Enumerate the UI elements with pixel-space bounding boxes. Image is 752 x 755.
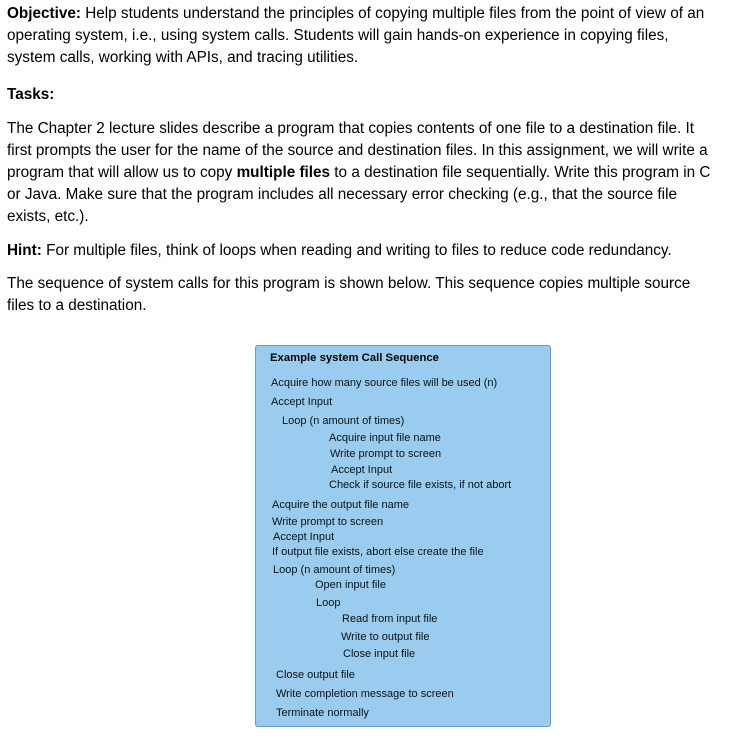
sequence-step: Write prompt to screen xyxy=(272,516,384,528)
sequence-step: Acquire the output file name xyxy=(272,499,409,511)
sequence-step: Write prompt to screen xyxy=(330,448,442,460)
sequence-step: Close input file xyxy=(343,648,416,660)
sequence-step: Write completion message to screen xyxy=(276,688,454,700)
sequence-step: Terminate normally xyxy=(276,707,369,719)
tasks-text-before: The Chapter 2 lecture slides describe a program that copies contents of one file to a destination file. It first prompts the user for the name of the source and destination files. In this assignment, we will write a program that will allow us to copy xyxy=(7,120,708,181)
sequence-step: Close output file xyxy=(276,669,355,681)
sequence-step: Loop xyxy=(316,597,341,609)
tasks-paragraph xyxy=(7,118,719,228)
objective-paragraph xyxy=(7,3,719,69)
sequence-step: Read from input file xyxy=(342,613,438,625)
hint-text: For multiple files, think of loops when reading and writing to files to reduce code redundancy. xyxy=(41,242,672,259)
hint-label: Hint: xyxy=(7,242,42,259)
sequence-step: Write to output file xyxy=(341,631,430,643)
objective-label: Objective: xyxy=(7,5,81,22)
sequence-step: Accept Input xyxy=(271,396,333,408)
tasks-text-bold: multiple files xyxy=(236,164,331,181)
sequence-intro: The sequence of system calls for this program is shown below. This sequence copies multiple source files to a destination. xyxy=(7,275,691,314)
hint-paragraph xyxy=(7,240,719,262)
tasks-heading: Tasks: xyxy=(7,86,55,103)
objective-text: Help students understand the principles of copying multiple files from the point of view of an operating system, i.e., using system calls. Students will gain hands-on experience in copying files, system calls, working with APIs, and tracing utilities. xyxy=(7,5,705,66)
sequence-box-title: Example system Call Sequence xyxy=(270,352,439,364)
tasks-text-after: to a destination file sequentially. Write this program in C or Java. Make sure that the program includes all necessary error checking (e.g., that the source file exists, etc.). xyxy=(7,164,711,225)
sequence-step: If output file exists, abort else create the file xyxy=(272,546,484,558)
sequence-step: Open input file xyxy=(315,579,386,591)
sequence-step: Acquire input file name xyxy=(329,432,441,444)
sequence-step: Accept Input xyxy=(273,531,335,543)
sequence-step: Loop (n amount of times) xyxy=(273,564,396,576)
sequence-step: Check if source file exists, if not abort xyxy=(329,479,512,491)
system-call-sequence-box xyxy=(255,345,551,727)
sequence-step: Loop (n amount of times) xyxy=(282,415,405,427)
document-body xyxy=(7,3,719,317)
sequence-step: Acquire how many source files will be used (n) xyxy=(271,377,498,389)
sequence-step: Accept Input xyxy=(331,464,393,476)
